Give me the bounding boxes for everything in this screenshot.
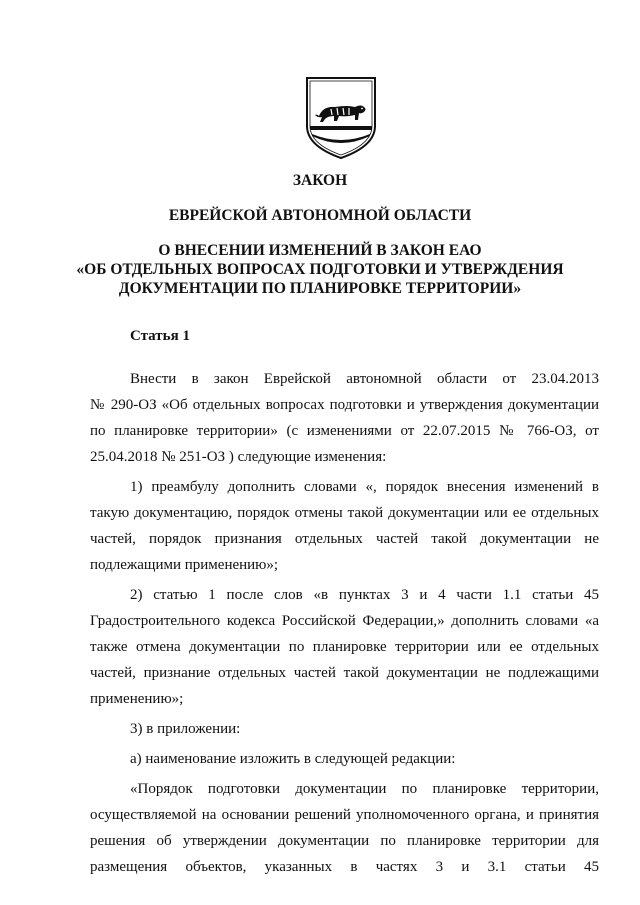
paragraph-line: частей, признание отдельных частей такой документации не подлежащими <box>90 665 599 681</box>
paragraph-line: Внести в закон Еврейской автономной области от 23.04.2013 <box>130 371 599 387</box>
paragraph-line: а) наименование изложить в следующей редакции: <box>130 751 456 767</box>
heading-title-line: «ОБ ОТДЕЛЬНЫХ ВОПРОСАХ ПОДГОТОВКИ И УТВЕРЖДЕНИЯ <box>76 261 564 278</box>
paragraph-line: также отмена документации по планировке территории или ее отдельных <box>90 639 599 655</box>
paragraph-line: Градостроительного кодекса Российской Федерации,» дополнить словами «а <box>90 613 599 629</box>
heading-title-line: О ВНЕСЕНИИ ИЗМЕНЕНИЙ В ЗАКОН ЕАО <box>158 242 482 259</box>
paragraph <box>90 746 599 772</box>
paragraph <box>90 474 599 578</box>
paragraph <box>90 716 599 742</box>
heading-title <box>0 241 640 298</box>
paragraph <box>90 776 599 880</box>
paragraph-line: 25.04.2018 № 251-ОЗ ) следующие изменения: <box>90 449 387 465</box>
paragraph <box>90 582 599 712</box>
paragraph-line: размещения объектов, указанных в частях 3 и 3.1 статьи 45 <box>90 859 599 875</box>
heading-law: ЗАКОН <box>292 172 348 189</box>
paragraph-line: «Порядок подготовки документации по планировке территории, <box>130 781 599 797</box>
paragraph-line: осуществляемой на основании решений уполномоченного органа, и принятия <box>90 807 599 823</box>
paragraph-line: решения об утверждении документации по планировке территории для <box>90 833 599 849</box>
paragraph <box>90 366 599 470</box>
paragraph-line: № 290-ОЗ «Об отдельных вопросах подготовки и утверждения документации <box>90 397 599 413</box>
coat-of-arms-emblem <box>301 76 381 160</box>
paragraph-line: по планировке территории» (с изменениями от 22.07.2015 № 766-ОЗ, от <box>90 423 599 439</box>
paragraph-line: 1) преамбулу дополнить словами «, порядок внесения изменений в <box>130 479 599 495</box>
heading-title-line: ДОКУМЕНТАЦИИ ПО ПЛАНИРОВКЕ ТЕРРИТОРИИ» <box>118 280 522 297</box>
paragraph-line: такую документацию, порядок отмены такой документации или ее отдельных <box>90 505 599 521</box>
paragraph-line: 2) статью 1 после слов «в пунктах 3 и 4 части 1.1 статьи 45 <box>130 587 599 603</box>
heading-region: ЕВРЕЙСКОЙ АВТОНОМНОЙ ОБЛАСТИ <box>168 207 472 224</box>
paragraph-line: подлежащими применению»; <box>90 557 279 573</box>
paragraph-line: частей, порядок признания отдельных частей такой документации не <box>90 531 599 547</box>
document-body <box>90 366 599 884</box>
paragraph-line: применению»; <box>90 691 184 707</box>
paragraph-line: 3) в приложении: <box>130 721 241 737</box>
article-heading: Статья 1 <box>130 328 190 344</box>
